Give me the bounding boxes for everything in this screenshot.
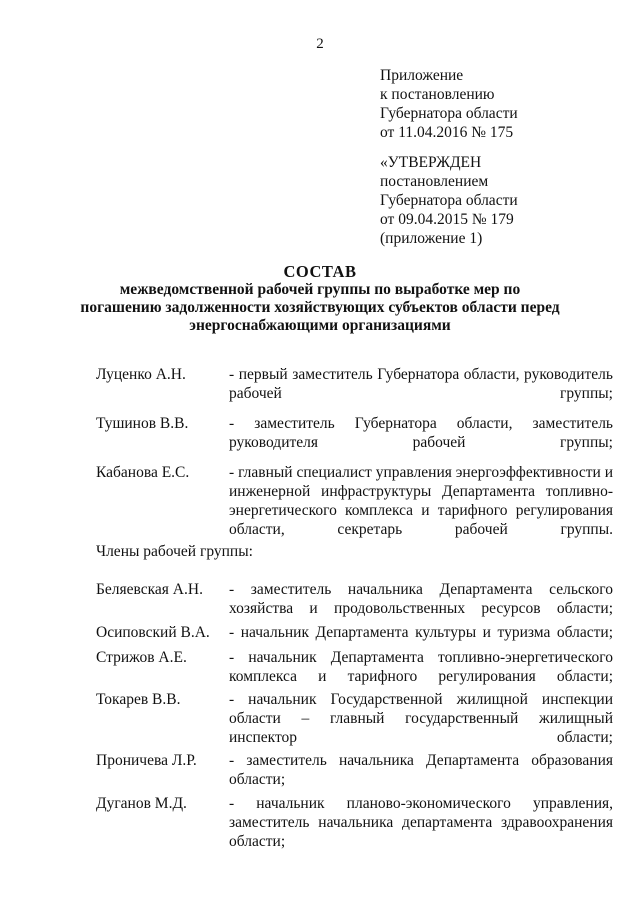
member-role: - начальник Департамента топливно-энергетического комплекса и тарифного регулирования области; — [229, 649, 613, 685]
document-subtitle: межведомственной рабочей группы по выработке мер по погашению задолженности хозяйствующих субъектов области перед энергоснабжающими организациями — [80, 281, 560, 334]
approved-line: Губернатора области — [380, 192, 518, 209]
members-label: Члены рабочей группы: — [96, 543, 253, 560]
page-number: 2 — [316, 36, 324, 52]
appendix-line: Губернатора области — [380, 105, 518, 122]
member-role: - первый заместитель Губернатора области, руководитель рабочей группы; — [229, 366, 613, 402]
member-name: Стрижов А.Е. — [96, 649, 187, 666]
approved-line: постановлением — [380, 173, 489, 190]
approved-reference — [380, 153, 630, 248]
member-name: Луценко А.Н. — [96, 366, 186, 383]
member-role: - начальник планово-экономического управления, заместитель начальника департамента здравоохранения области; — [229, 795, 613, 850]
appendix-line: к постановлению — [380, 86, 495, 103]
member-role: - заместитель начальника Департамента образования области; — [229, 752, 613, 788]
member-name: Тушинов В.В. — [96, 415, 189, 432]
member-role: - начальник Государственной жилищной инспекции области – главный государственный жилищный инспектор области; — [229, 691, 613, 746]
member-role: - заместитель Губернатора области, заместитель руководителя рабочей группы; — [229, 415, 613, 451]
approved-line: от 09.04.2015 № 179 — [380, 211, 514, 228]
member-name: Осиповский В.А. — [96, 624, 210, 641]
member-name: Кабанова Е.С. — [96, 464, 190, 481]
member-name: Беляевская А.Н. — [96, 581, 203, 598]
member-role: - главный специалист управления энергоэффективности и инженерной инфраструктуры Департамента топливно-энергетического комплекса и тарифного регулирования области, секретарь рабочей группы. — [229, 464, 613, 538]
member-name: Дуганов М.Д. — [96, 795, 187, 812]
member-role: - заместитель начальника Департамента сельского хозяйства и продовольственных ресурсов области; — [229, 581, 613, 617]
appendix-reference — [380, 66, 630, 142]
approved-line: «УТВЕРЖДЕН — [380, 154, 482, 171]
member-role: - начальник Департамента культуры и туризма области; — [229, 624, 613, 641]
appendix-line: от 11.04.2016 № 175 — [380, 124, 514, 141]
document-title: СОСТАВ — [283, 262, 357, 281]
member-name: Проничева Л.Р. — [96, 752, 197, 769]
approved-line: (приложение 1) — [380, 230, 483, 247]
member-name: Токарев В.В. — [96, 691, 181, 708]
appendix-line: Приложение — [380, 67, 464, 84]
